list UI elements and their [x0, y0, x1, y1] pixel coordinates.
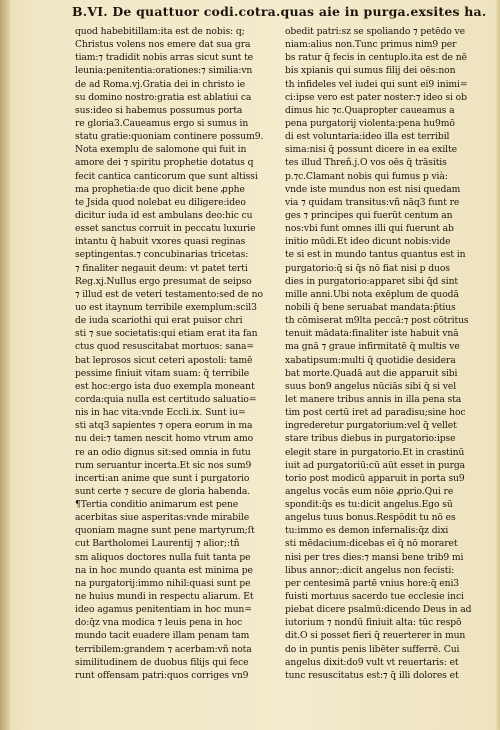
text-line: ctus quod resuscitabat mortuos: sana= [75, 341, 255, 353]
running-header: B.VI. De quattuor codi.cotra.quas aie in purga.exsites ha. [72, 4, 487, 19]
page-gutter [0, 0, 10, 730]
text-column-right [285, 25, 490, 682]
text-line: tunc resuscitatus est:⁊ q̄ illi dolores et [285, 669, 459, 681]
text-line: niam:alius non.Tunc primus nim9 per [285, 39, 457, 51]
text-line: ideo agamus penitentiam in hoc mun= [75, 604, 252, 616]
text-line: ne huius mundi in respectu aliarum. Et [75, 591, 254, 603]
text-line: bat leprosos sicut ceteri apostoli: tamē [75, 354, 253, 366]
text-line: tenuit mādata:finaliter iste habuit vnā [285, 328, 459, 340]
text-line: Reg.xj.Nullus ergo presumat de seipso [75, 275, 252, 287]
text-line: suus bon9 angelus nūciās sibi q̄ si vel [285, 380, 457, 392]
text-line: ma gnā ⁊ graue infirmitatē q̄ multis ve [285, 341, 460, 353]
text-line: via ⁊ quidam transitus:vñ nāq3 funt re [285, 196, 460, 208]
text-line: cut Bartholomei Laurentij ⁊ alior;:tñ [75, 538, 240, 550]
text-line: nu dei:⁊ tamen nescit homo vtrum amo [75, 433, 254, 445]
text-line: de ad Roma.vj.Gratia dei in christo ie [75, 78, 246, 90]
text-line: bs ratur q̄ fecis in centuplo.ita est de nē [285, 52, 467, 64]
text-line: do:q̄z vna modica ⁊ leuis pena in hoc [75, 617, 243, 629]
text-line: est hoc:ergo ista duo exempla moneant [75, 380, 255, 392]
text-line: dies in purgatorio:apparet sibi q̄d sint [285, 275, 458, 287]
text-line: nos:vbi funt omnes illi qui fuerunt ab [285, 223, 454, 235]
text-line: tiam:⁊ tradidit nobis arras sicut sunt te [75, 52, 254, 64]
text-line: intantu q̄ habuit vxores quasi reginas [75, 236, 246, 248]
text-line: th cōmiserat m9lta peccā:⁊ post cōtritus [285, 315, 469, 327]
text-line: let manere tribus annis in illa pena sta [285, 393, 462, 405]
text-line: sm aliquos doctores nulla fuit tanta pe [75, 551, 251, 563]
text-line: de iuda scariothi qui erat puisor chri [75, 315, 243, 327]
text-line: angelus dixit:do9 vult vt reuertaris: et [285, 656, 459, 668]
text-line: angelus vocās eum nōie ꝓprio.Qui re [285, 485, 454, 497]
text-line: bis xpianis qui sumus filij dei oēs:non [285, 65, 456, 77]
text-line: mille anni.Ubi nota exēplum de quodā [285, 288, 459, 300]
text-line: rum seruantur incerta.Et sic nos sum9 [75, 459, 252, 471]
text-line: sti mēdacium:dicebas eī q̄ nō moraret [285, 538, 458, 550]
text-line: re an odio dignus sit:sed omnia in futu [75, 446, 251, 458]
page-edge [496, 0, 500, 730]
text-line: libus annor;:dicit angelus non fecisti: [285, 564, 455, 576]
text-line: uo est itaynum terribile exemplum:scil3 [75, 301, 257, 313]
text-line: tes illud Threñ.j.O vos oēs q̄ trāsitis [285, 157, 447, 169]
text-line: stare tribus diebus in purgatorio:ipse [285, 433, 456, 445]
text-column-left [75, 25, 280, 682]
text-line: Christus volens nos emere dat sua gra [75, 39, 251, 51]
text-line: amore dei ⁊ spiritu prophetie dotatus q [75, 157, 254, 169]
text-line: ⁊ finaliter negauit deum: vt patet terti [75, 262, 248, 274]
text-line: iuit ad purgatoriū:cū aūt esset in purga [285, 459, 466, 471]
text-line: dicitur iuda id est ambulans deo:hic cu [75, 209, 253, 221]
text-line: iutorium ⁊ nondū finiuit alta: tūc respō [285, 617, 462, 629]
text-line: do in puntis penis libēter sufferrē. Cui [285, 643, 460, 655]
text-line: su domino nostro:gratia est ablatiui ca [75, 91, 252, 103]
text-line: ci:ipse vero est pater noster:⁊ ideo si ob [285, 91, 467, 103]
text-line: esset sanctus corruit in peccatu luxurie [75, 223, 256, 235]
text-line: runt offensam patri:quos corriges vn9 [75, 669, 249, 681]
text-line: similitudinem de duobus filijs qui fece [75, 656, 249, 668]
text-line: terribilem:grandem ⁊ acerbam:vñ nota [75, 643, 252, 655]
text-line: re gloria3.Caueamus ergo si sumus in [75, 117, 249, 129]
text-line: ingrederetur purgatorium:vel q̄ vellet [285, 420, 457, 432]
text-line: tim post certū iret ad paradisu;sine hoc [285, 407, 466, 419]
text-line: spondit:q̄s es tu:dicit angelus.Ego sū [285, 499, 453, 511]
text-line: na purgatorij:immo nihil:quasi sunt pe [75, 577, 251, 589]
text-line: na in hoc mundo quanta est minima pe [75, 564, 253, 576]
text-line: acerbitas siue asperitas:vnde mirabile [75, 512, 250, 524]
text-line: angelus tuus bonus.Respōdit tu nō es [285, 512, 456, 524]
text-line: purgatorio:q̄ si q̄s nō fiat nisi p duos [285, 262, 450, 274]
text-line: initio mūdi.Et ideo dicunt nobis:vide [285, 236, 451, 248]
text-line: di est voluntaria:ideo illa est terribil [285, 131, 450, 143]
text-line: bat morte.Quadā aut die apparuit sibi [285, 367, 458, 379]
text-line: xabatipsum:multi q̄ quotidie desidera [285, 354, 456, 366]
text-line: pessime finiuit vitam suam: q̄ terribile [75, 367, 250, 379]
text-line: piebat dicere psalmū:dicendo Deus in ad [285, 604, 472, 616]
text-line: dit.O si posset fieri q̄ reuerterer in mun [285, 630, 466, 642]
text-line: th infideles vel iudei qui sunt ei9 inimi= [285, 78, 468, 90]
text-line: pena purgatorij violenta:pena hu9mō [285, 117, 455, 129]
text-line: sti atq3 sapientes ⁊ opera eorum in ma [75, 420, 253, 432]
text-line: sunt certe ⁊ secure de gloria habenda. [75, 485, 251, 497]
text-line: fecit cantica canticorum que sunt altissi [75, 170, 258, 182]
text-line: ma prophetia:de quo dicit bene ꝓphe [75, 183, 245, 195]
text-line: te si est in mundo tantus quantus est in [285, 249, 466, 261]
text-line: septingentas.⁊ concubinarias tricetas: [75, 249, 249, 261]
text-line: Nota exemplu de salomone qui fuit in [75, 144, 247, 156]
text-line: nobili q̄ bene seruabat mandata:p̄tius [285, 301, 456, 313]
text-line: ges ⁊ principes qui fuerūt centum an [285, 209, 453, 221]
text-line: sti ⁊ sue societatis:qui etiam erat ita fan [75, 328, 258, 340]
text-line: ¶Tertia conditio animarum est pene [75, 499, 239, 511]
text-line: sus:ideo si habemus possumus porta [75, 104, 243, 116]
text-line: vnde iste mundus non est nisi quedam [285, 183, 461, 195]
text-line: ⁊ illud est de veteri testamento:sed de no [75, 288, 263, 300]
text-line: nisi per tres dies:⁊ mansi bene trib9 mi [285, 551, 464, 563]
text-line: leunia:penitentia:orationes:⁊ similia:vn [75, 65, 253, 77]
text-line: torio post modicū apparuit in porta su9 [285, 472, 465, 484]
text-line: incerti:an anime que sunt i purgatorio [75, 472, 250, 484]
text-line: tu:immo es demon infernalis:q̄z dixi [285, 525, 449, 537]
text-line: te Jsida quod nolebat eu diligere:ideo [75, 196, 246, 208]
text-line: statu gratie:quoniam continere possum9. [75, 131, 264, 143]
text-line: p.⁊c.Clamant nobis qui fumus p vià: [285, 170, 448, 182]
text-line: obedit patri:sz se spoliando ⁊ petēdo ve [285, 26, 465, 37]
text-line: elegit stare in purgatorio.Et in crastinū [285, 446, 465, 458]
text-line: quoniam magne sunt pene martyrum;ſt [75, 525, 255, 537]
text-line: fuisti mortuus sacerdo tue ecclesie inci [285, 591, 464, 603]
text-line: corda:quia nulla est certitudo saluatio= [75, 393, 257, 405]
text-line: mundo tacit euadere illam penam tam [75, 630, 250, 642]
text-line: quod habebitillam:ita est de nobis: q; [75, 26, 245, 37]
text-line: nis in hac vita:vnde Eccli.ix. Sunt iu= [75, 407, 246, 419]
text-line: dimus hic ⁊c.Quapropter caueamus a [285, 104, 455, 116]
text-line: per centesimā partē vnius hore:q̄ eni3 [285, 577, 460, 589]
text-line: sima:nisi q̄ possunt dicere in ea exilte [285, 144, 457, 156]
